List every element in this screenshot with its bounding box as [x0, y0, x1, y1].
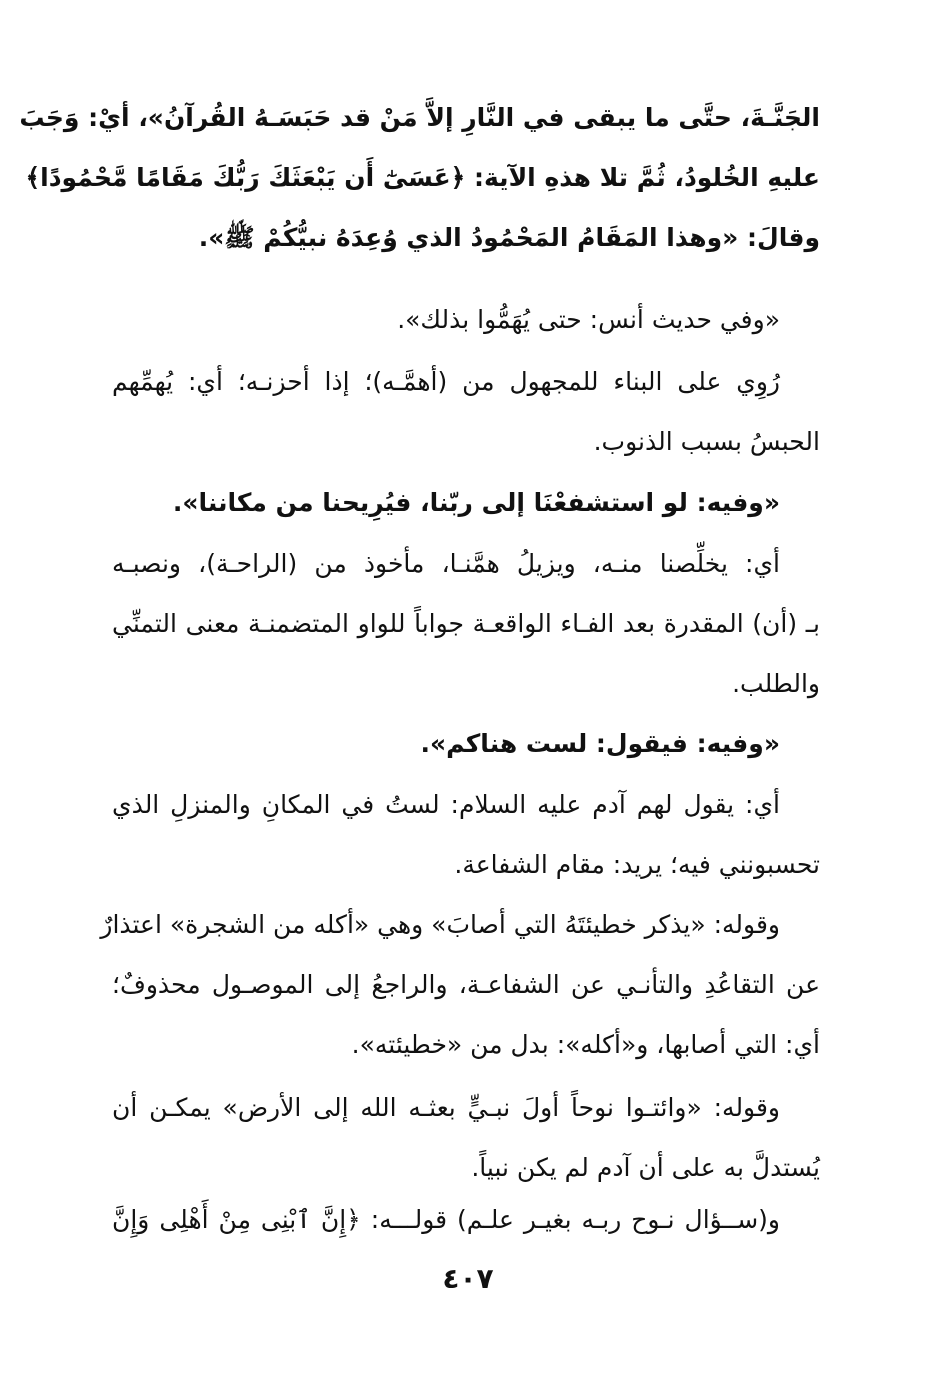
text-line-2: عليهِ الخُلودُ، ثُمَّ تلا هذهِ الآية: ﴿عَسَىٰٓ أَن يَبْعَثَكَ رَبُّكَ مَقَامًا مَّحْمُودًا﴾	[25, 163, 820, 192]
text-line-14: وقوله: «يذكر خطيئتَهُ التي أصابَ» وهي «أكله من الشجرة» اعتذارٌ	[100, 910, 780, 939]
text-line-16: أي: التي أصابها، و«أكله»: بدل من «خطيئته».	[351, 1030, 820, 1059]
text-line-4: «وفي حديث أنس: حتى يُهَمُّوا بذلك».	[397, 305, 780, 334]
text-line-9: بـ (أن) المقدرة بعد الفـاء الواقعـة جواباً للواو المتضمنـة معنى التمنِّي	[112, 609, 820, 638]
text-line-11: «وفيه: فيقول: لست هناكم».	[420, 729, 780, 758]
text-line-3: وقالَ: «وهذا المَقَامُ المَحْمُودُ الذي وُعِدَهُ نبيُّكُمْ ﷺ».	[198, 223, 820, 252]
text-line-15: عن التقاعُدِ والتأنـي عن الشفاعـة، والراجعُ إلى الموصـول محذوفٌ؛	[112, 970, 820, 999]
text-line-10: والطلب.	[732, 669, 820, 698]
text-line-8: أي: يخلِّصنا منـه، ويزيلُ همَّنـا، مأخوذ من (الراحـة)، ونصبـه	[112, 549, 780, 578]
text-line-12: أي: يقول لهم آدم عليه السلام: لستُ في المكانِ والمنزلِ الذي	[112, 790, 780, 819]
text-line-1: الجَنَّـةَ، حتَّى ما يبقى في النَّارِ إلاَّ مَنْ قد حَبَسَـهُ القُرآنُ»، أيْ: وَجَبَ	[19, 103, 820, 132]
text-line-6: الحبسُ بسبب الذنوب.	[593, 427, 820, 456]
text-line-19: و(ســؤال نـوح ربـه بغيـر علـم) قولـــه: ﴿إِنَّ ٱبْنِى مِنْ أَهْلِى وَإِنَّ	[112, 1205, 780, 1234]
text-line-13: تحسبونني فيه؛ يريد: مقام الشفاعة.	[454, 850, 820, 879]
page-number: ٤٠٧	[442, 1262, 494, 1295]
text-line-17: وقوله: «وائتـوا نوحاً أولَ نبـيٍّ بعثـه الله إلى الأرض» يمكـن أن	[112, 1093, 780, 1122]
text-line-18: يُستدلَّ به على أن آدم لم يكن نبياً.	[471, 1153, 820, 1182]
text-line-5: رُوِي على البناء للمجهول من (أهمَّـه)؛ إذا أحزنـه؛ أي: يُهمِّهم	[112, 367, 780, 396]
text-line-7: «وفيه: لو استشفعْنَا إلى ربّنا، فيُرِيحنا من مكاننا».	[172, 488, 780, 517]
